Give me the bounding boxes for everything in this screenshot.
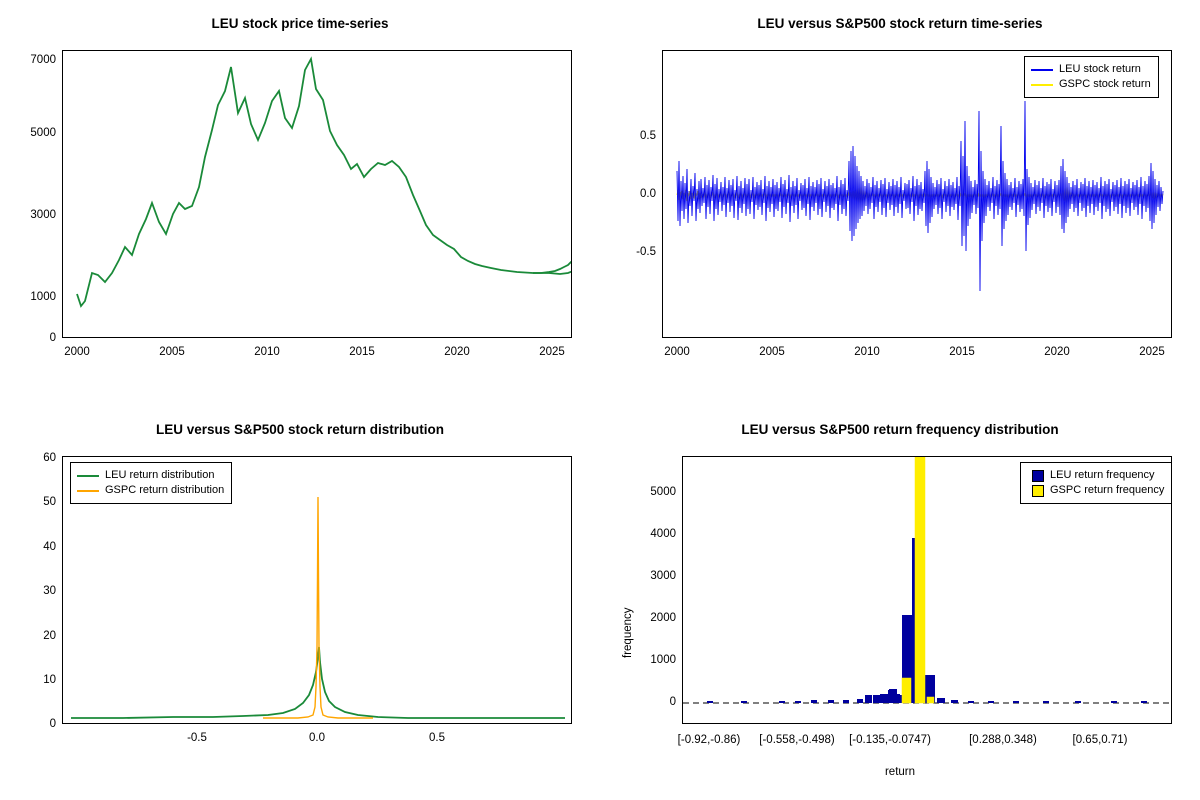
- panel-1-xtick-2000: 2000: [64, 346, 90, 358]
- panel-2-ytick-0: 0.0: [640, 188, 656, 200]
- panel-1-xtick-2010: 2010: [254, 346, 280, 358]
- legend-label-gspc-distribution: GSPC return distribution: [105, 484, 225, 496]
- panel-1-xtick-2025: 2025: [539, 346, 565, 358]
- legend-swatch-icon-leu-freq: [1032, 470, 1044, 482]
- legend-line-icon-gspc-dist: [77, 490, 99, 492]
- legend-entry-leu-distribution: [77, 468, 224, 483]
- panel-3-ytick-0: 0: [49, 718, 56, 730]
- panel-3-ytick-20: 20: [43, 630, 56, 642]
- legend-entry-leu-return: [1031, 62, 1151, 77]
- panel-4-ytick-4000: 4000: [650, 528, 676, 540]
- panel-1-ytick-3000: 3000: [30, 209, 56, 221]
- panel-4-xtick-4: [0.65,0.71): [1072, 734, 1128, 746]
- panel-3-ytick-50: 50: [43, 496, 56, 508]
- panel-4-ytick-3000: 3000: [650, 570, 676, 582]
- panel-3-ytick-10: 10: [43, 674, 56, 686]
- panel-4-ylabel: frequency: [622, 607, 634, 658]
- panel-3-legend: [70, 462, 232, 504]
- panel-4-xtick-2: [-0.135,-0.0747): [849, 734, 931, 746]
- legend-entry-gspc-return: [1031, 77, 1151, 92]
- panel-leu-gspc-return-frequency: [600, 408, 1200, 800]
- panel-4-ytick-1000: 1000: [650, 654, 676, 666]
- panel-2-xtick-2000: 2000: [664, 346, 690, 358]
- panel-4-xtick-1: [-0.558,-0.498): [759, 734, 835, 746]
- legend-label-leu-distribution: LEU return distribution: [105, 469, 215, 481]
- panel-4-title: LEU versus S&P500 return frequency distribution: [741, 422, 1059, 437]
- panel-4-xlabel: return: [884, 766, 916, 778]
- panel-2-xtick-2015: 2015: [949, 346, 975, 358]
- legend-label-gspc-frequency: GSPC return frequency: [1050, 484, 1165, 496]
- panel-3-ytick-30: 30: [43, 585, 56, 597]
- panel-1-ytick-0: 0: [49, 332, 56, 344]
- panel-3-xtick-05: 0.5: [429, 732, 445, 744]
- legend-line-icon-gspc: [1031, 84, 1053, 86]
- panel-leu-price-timeseries: [0, 8, 600, 398]
- panel-3-xtick-neg05: -0.5: [187, 732, 207, 744]
- panel-2-title: LEU versus S&P500 stock return time-series: [757, 16, 1043, 31]
- panel-2-xtick-2025: 2025: [1139, 346, 1165, 358]
- panel-4-xtick-3: [0.288,0.348): [969, 734, 1037, 746]
- panel-2-ytick-05: 0.5: [640, 130, 656, 142]
- panel-2-xtick-2005: 2005: [759, 346, 785, 358]
- panel-4-ytick-2000: 2000: [650, 612, 676, 624]
- panel-4-xtick-0: [-0.92,-0.86): [677, 734, 741, 746]
- legend-label-leu-frequency: LEU return frequency: [1050, 469, 1155, 481]
- panel-leu-gspc-return-timeseries: [600, 8, 1200, 398]
- panel-3-ytick-60: 60: [43, 452, 56, 464]
- panel-leu-gspc-return-distribution: [0, 408, 600, 800]
- panel-1-plot-area: [62, 50, 572, 338]
- panel-1-xtick-2005: 2005: [159, 346, 185, 358]
- leu-frequency-bars: [707, 538, 1147, 703]
- leu-price-line: [63, 51, 572, 338]
- panel-1-title: LEU stock price time-series: [211, 16, 389, 31]
- panel-4-ytick-5000: 5000: [650, 486, 676, 498]
- panel-3-xtick-0: 0.0: [309, 732, 325, 744]
- panel-4-ytick-0: 0: [669, 696, 676, 708]
- panel-1-xtick-2015: 2015: [349, 346, 375, 358]
- legend-entry-gspc-frequency: [1027, 483, 1164, 498]
- panel-2-xtick-2020: 2020: [1044, 346, 1070, 358]
- panel-3-ytick-40: 40: [43, 541, 56, 553]
- panel-2-ytick-neg05: -0.5: [636, 246, 656, 258]
- panel-1-xtick-2020: 2020: [444, 346, 470, 358]
- legend-entry-gspc-distribution: [77, 483, 224, 498]
- legend-label-gspc-return: GSPC stock return: [1059, 78, 1151, 90]
- panel-2-legend: [1024, 56, 1159, 98]
- legend-label-leu-return: LEU stock return: [1059, 63, 1141, 75]
- panel-4-legend: [1020, 462, 1172, 504]
- panel-3-title: LEU versus S&P500 stock return distribution: [155, 422, 445, 437]
- legend-swatch-icon-gspc-freq: [1032, 485, 1044, 497]
- panel-1-ytick-7000: 7000: [30, 54, 56, 66]
- legend-entry-leu-frequency: [1027, 468, 1164, 483]
- panel-1-ytick-5000: 5000: [30, 127, 56, 139]
- panel-1-ytick-1000: 1000: [30, 291, 56, 303]
- legend-line-icon-leu: [1031, 69, 1053, 71]
- panel-2-xtick-2010: 2010: [854, 346, 880, 358]
- legend-line-icon-leu-dist: [77, 475, 99, 477]
